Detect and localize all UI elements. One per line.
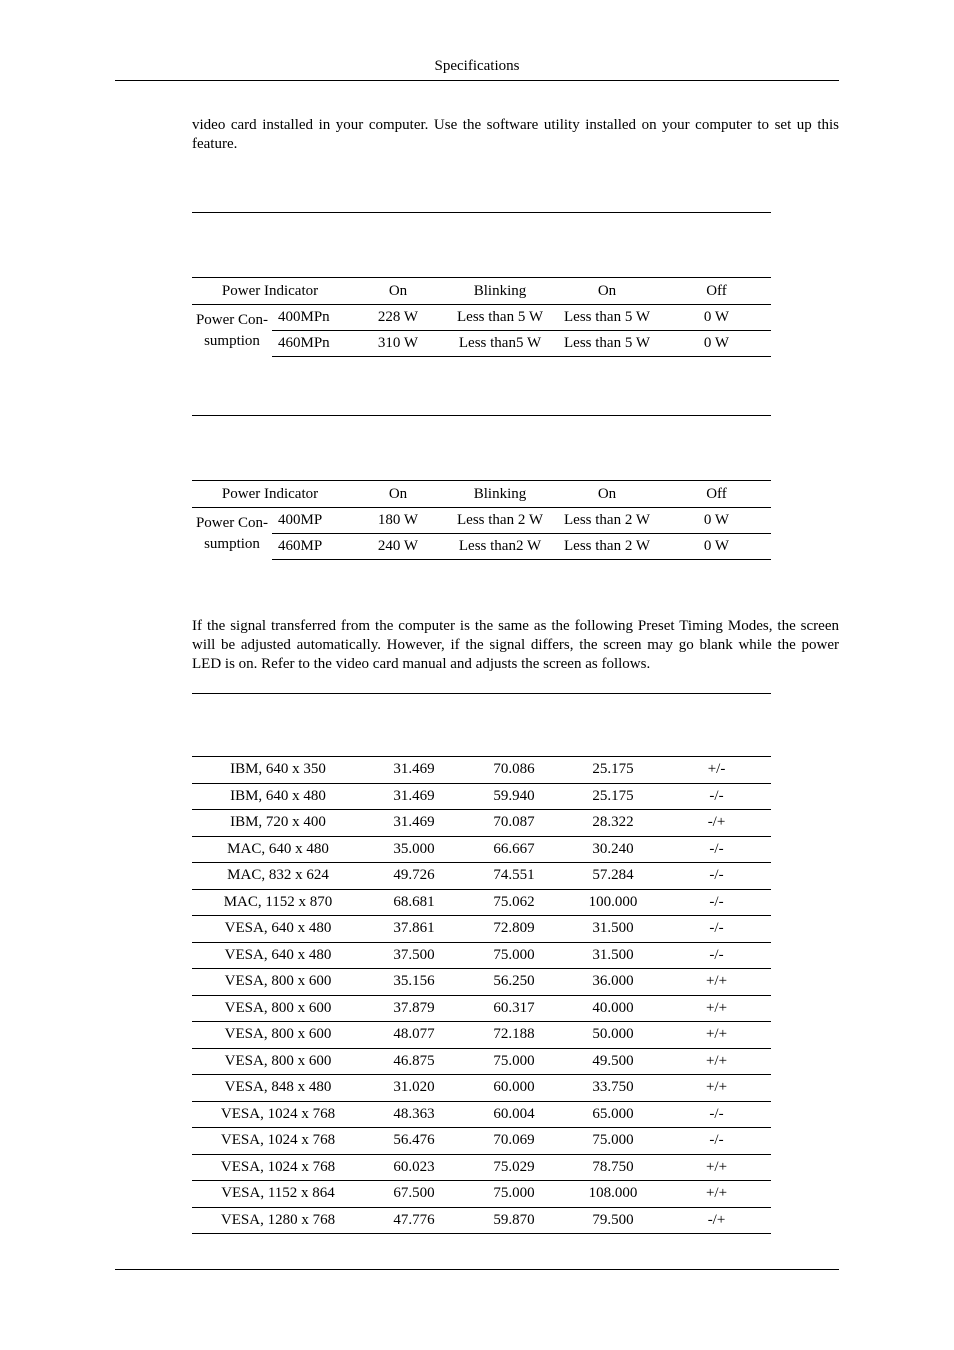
value-cell: 180 W — [348, 508, 448, 534]
table-row — [192, 331, 771, 357]
header-rule — [115, 80, 839, 81]
timing-table — [192, 757, 771, 1234]
pixel-clock-cell: 40.000 — [564, 995, 662, 1022]
display-mode-cell: VESA, 800 x 600 — [192, 1048, 364, 1075]
vertical-frequency-cell: 72.809 — [464, 916, 564, 943]
vertical-frequency-cell: 75.000 — [464, 1181, 564, 1208]
vertical-frequency-cell: 72.188 — [464, 1022, 564, 1049]
pixel-clock-cell: 100.000 — [564, 889, 662, 916]
vertical-frequency-cell: 75.000 — [464, 942, 564, 969]
pixel-clock-cell: 49.500 — [564, 1048, 662, 1075]
pixel-clock-cell: 31.500 — [564, 942, 662, 969]
power-table-2 — [192, 481, 771, 560]
header-on-2: On — [597, 485, 617, 502]
timing-paragraph: If the signal transferred from the computer is the same as the following Preset Timing Modes, the screen will be adjusted automatically. However, if the signal differs, the screen may go blank while the power LED is on. Refer to the video card manual and adjusts the screen as follows. — [192, 618, 839, 672]
vertical-frequency-cell: 60.000 — [464, 1075, 564, 1102]
horizontal-frequency-cell: 35.156 — [364, 969, 464, 996]
page-header-title: Specifications — [434, 58, 520, 74]
value-cell: Less than 2 W — [552, 534, 662, 560]
horizontal-frequency-cell: 48.363 — [364, 1101, 464, 1128]
sync-polarity-cell: +/+ — [662, 1075, 771, 1102]
table-row — [192, 1075, 771, 1102]
pixel-clock-cell: 28.322 — [564, 810, 662, 837]
sync-polarity-cell: -/+ — [662, 810, 771, 837]
power-table-1-header-row — [192, 278, 771, 305]
display-mode-cell: IBM, 640 x 350 — [192, 757, 364, 783]
horizontal-frequency-cell: 68.681 — [364, 889, 464, 916]
horizontal-frequency-cell: 49.726 — [364, 863, 464, 890]
table-row — [192, 1154, 771, 1181]
model-cell: 460MPn — [272, 331, 348, 357]
value-cell: 240 W — [348, 534, 448, 560]
sync-polarity-cell: -/- — [662, 783, 771, 810]
header-on: On — [388, 282, 408, 299]
header-blinking: Blinking — [473, 282, 527, 299]
table-row — [192, 1022, 771, 1049]
horizontal-frequency-cell: 37.500 — [364, 942, 464, 969]
horizontal-frequency-cell: 48.077 — [364, 1022, 464, 1049]
display-mode-cell: MAC, 832 x 624 — [192, 863, 364, 890]
header-on-2: On — [597, 282, 617, 299]
vertical-frequency-cell: 59.940 — [464, 783, 564, 810]
table-row — [192, 916, 771, 943]
vertical-frequency-cell: 60.004 — [464, 1101, 564, 1128]
display-mode-cell: MAC, 1152 x 870 — [192, 889, 364, 916]
section-rule-3 — [192, 693, 771, 694]
value-cell: 310 W — [348, 331, 448, 357]
display-mode-cell: VESA, 1024 x 768 — [192, 1128, 364, 1155]
pixel-clock-cell: 36.000 — [564, 969, 662, 996]
header-off: Off — [706, 485, 727, 502]
table-row — [192, 1048, 771, 1075]
vertical-frequency-cell: 75.062 — [464, 889, 564, 916]
horizontal-frequency-cell: 67.500 — [364, 1181, 464, 1208]
horizontal-frequency-cell: 56.476 — [364, 1128, 464, 1155]
horizontal-frequency-cell: 47.776 — [364, 1207, 464, 1234]
sync-polarity-cell: -/- — [662, 916, 771, 943]
value-cell: Less than 2 W — [448, 508, 552, 534]
vertical-frequency-cell: 74.551 — [464, 863, 564, 890]
display-mode-cell: VESA, 640 x 480 — [192, 942, 364, 969]
model-cell: 400MPn — [272, 305, 348, 331]
sync-polarity-cell: -/- — [662, 889, 771, 916]
pixel-clock-cell: 57.284 — [564, 863, 662, 890]
table-row — [192, 508, 771, 534]
table-row — [192, 305, 771, 331]
sync-polarity-cell: +/+ — [662, 969, 771, 996]
vertical-frequency-cell: 70.086 — [464, 757, 564, 783]
pixel-clock-cell: 33.750 — [564, 1075, 662, 1102]
horizontal-frequency-cell: 60.023 — [364, 1154, 464, 1181]
pixel-clock-cell: 79.500 — [564, 1207, 662, 1234]
intro-paragraph: video card installed in your computer. Use the software utility installed on your computer to set up this feature. — [192, 117, 839, 152]
sync-polarity-cell: +/+ — [662, 1048, 771, 1075]
horizontal-frequency-cell: 37.879 — [364, 995, 464, 1022]
value-cell: 0 W — [662, 331, 771, 357]
table-row — [192, 995, 771, 1022]
power-table-1 — [192, 278, 771, 357]
header-power-indicator: Power Indicator — [221, 485, 319, 502]
table-row — [192, 534, 771, 560]
pixel-clock-cell: 50.000 — [564, 1022, 662, 1049]
sync-polarity-cell: -/- — [662, 863, 771, 890]
horizontal-frequency-cell: 31.469 — [364, 783, 464, 810]
table-row — [192, 1101, 771, 1128]
value-cell: Less than2 W — [448, 534, 552, 560]
table-row — [192, 1207, 771, 1234]
sync-polarity-cell: +/+ — [662, 1181, 771, 1208]
display-mode-cell: VESA, 1152 x 864 — [192, 1181, 364, 1208]
sync-polarity-cell: -/- — [662, 1101, 771, 1128]
vertical-frequency-cell: 66.667 — [464, 836, 564, 863]
table-row — [192, 969, 771, 996]
sync-polarity-cell: +/+ — [662, 1022, 771, 1049]
header-off: Off — [706, 282, 727, 299]
table-row — [192, 810, 771, 837]
power-table-2-header-row — [192, 481, 771, 508]
table-row — [192, 1181, 771, 1208]
section-rule-2 — [192, 415, 771, 416]
value-cell: 228 W — [348, 305, 448, 331]
vertical-frequency-cell: 75.000 — [464, 1048, 564, 1075]
value-cell: Less than 5 W — [552, 305, 662, 331]
value-cell: Less than5 W — [448, 331, 552, 357]
display-mode-cell: VESA, 1280 x 768 — [192, 1207, 364, 1234]
value-cell: 0 W — [662, 534, 771, 560]
value-cell: Less than 2 W — [552, 508, 662, 534]
value-cell: 0 W — [662, 305, 771, 331]
vertical-frequency-cell: 59.870 — [464, 1207, 564, 1234]
display-mode-cell: VESA, 800 x 600 — [192, 1022, 364, 1049]
model-cell: 460MP — [272, 534, 348, 560]
pixel-clock-cell: 75.000 — [564, 1128, 662, 1155]
section-rule-1 — [192, 212, 771, 213]
sync-polarity-cell: -/+ — [662, 1207, 771, 1234]
horizontal-frequency-cell: 31.469 — [364, 757, 464, 783]
vertical-frequency-cell: 60.317 — [464, 995, 564, 1022]
table-row — [192, 1128, 771, 1155]
display-mode-cell: VESA, 800 x 600 — [192, 969, 364, 996]
display-mode-cell: MAC, 640 x 480 — [192, 836, 364, 863]
table-row — [192, 942, 771, 969]
sync-polarity-cell: +/- — [662, 757, 771, 783]
table-row — [192, 889, 771, 916]
pixel-clock-cell: 31.500 — [564, 916, 662, 943]
horizontal-frequency-cell: 35.000 — [364, 836, 464, 863]
row-label-power-consumption: Power Con- sumption — [192, 305, 272, 357]
horizontal-frequency-cell: 31.469 — [364, 810, 464, 837]
display-mode-cell: IBM, 720 x 400 — [192, 810, 364, 837]
display-mode-cell: IBM, 640 x 480 — [192, 783, 364, 810]
vertical-frequency-cell: 75.029 — [464, 1154, 564, 1181]
table-row — [192, 783, 771, 810]
vertical-frequency-cell: 70.087 — [464, 810, 564, 837]
pixel-clock-cell: 25.175 — [564, 783, 662, 810]
header-on: On — [388, 485, 408, 502]
pixel-clock-cell: 108.000 — [564, 1181, 662, 1208]
horizontal-frequency-cell: 46.875 — [364, 1048, 464, 1075]
display-mode-cell: VESA, 800 x 600 — [192, 995, 364, 1022]
header-blinking: Blinking — [473, 485, 527, 502]
display-mode-cell: VESA, 1024 x 768 — [192, 1154, 364, 1181]
sync-polarity-cell: +/+ — [662, 1154, 771, 1181]
display-mode-cell: VESA, 848 x 480 — [192, 1075, 364, 1102]
table-row — [192, 757, 771, 783]
sync-polarity-cell: +/+ — [662, 995, 771, 1022]
display-mode-cell: VESA, 1024 x 768 — [192, 1101, 364, 1128]
value-cell: 0 W — [662, 508, 771, 534]
row-label-power-consumption: Power Con- sumption — [192, 508, 272, 560]
table-row — [192, 836, 771, 863]
table-row — [192, 863, 771, 890]
pixel-clock-cell: 78.750 — [564, 1154, 662, 1181]
pixel-clock-cell: 30.240 — [564, 836, 662, 863]
sync-polarity-cell: -/- — [662, 942, 771, 969]
display-mode-cell: VESA, 640 x 480 — [192, 916, 364, 943]
header-power-indicator: Power Indicator — [221, 282, 319, 299]
value-cell: Less than 5 W — [448, 305, 552, 331]
pixel-clock-cell: 65.000 — [564, 1101, 662, 1128]
horizontal-frequency-cell: 31.020 — [364, 1075, 464, 1102]
vertical-frequency-cell: 70.069 — [464, 1128, 564, 1155]
vertical-frequency-cell: 56.250 — [464, 969, 564, 996]
value-cell: Less than 5 W — [552, 331, 662, 357]
sync-polarity-cell: -/- — [662, 1128, 771, 1155]
sync-polarity-cell: -/- — [662, 836, 771, 863]
horizontal-frequency-cell: 37.861 — [364, 916, 464, 943]
model-cell: 400MP — [272, 508, 348, 534]
pixel-clock-cell: 25.175 — [564, 757, 662, 783]
footer-rule — [115, 1269, 839, 1270]
